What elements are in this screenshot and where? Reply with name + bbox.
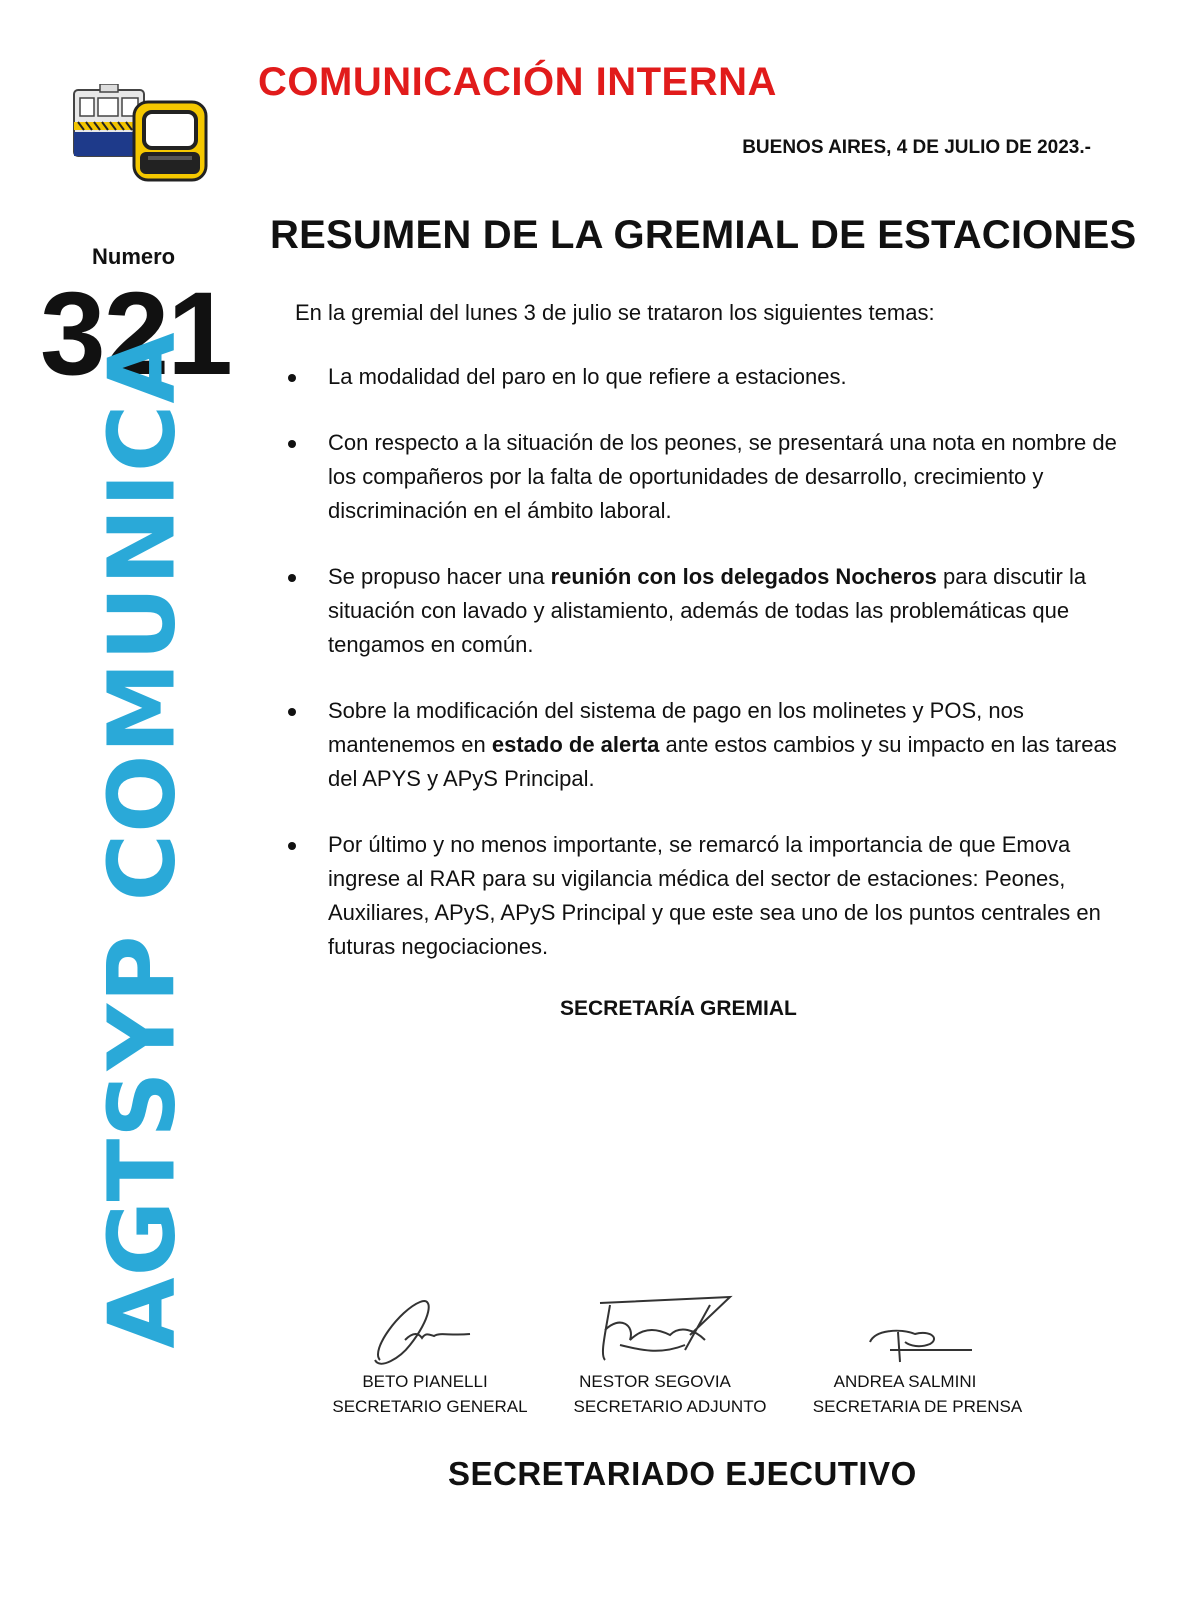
signatory-name: ANDREA SALMINI — [833, 1372, 977, 1391]
bullet-icon — [288, 440, 296, 448]
signatory-role: SECRETARIO ADJUNTO — [573, 1397, 767, 1416]
train-logo-icon — [72, 84, 212, 184]
signatory-name: BETO PIANELLI — [362, 1372, 488, 1391]
header-title: COMUNICACIÓN INTERNA — [258, 60, 777, 104]
signatory-role: SECRETARIO GENERAL — [332, 1397, 528, 1416]
main-title: RESUMEN DE LA GREMIAL DE ESTACIONES — [270, 213, 1137, 257]
signatory-name: NESTOR SEGOVIA — [579, 1372, 731, 1391]
vertical-brand-text: AGTSYP COMUNICA — [88, 331, 196, 1349]
list-item: Se propuso hacer una reunión con los delegados Nocheros para discutir la situación con lavado y alistamiento, además de todas las problemáticas que tengamos en común. — [288, 560, 1118, 662]
handwritten-signature-icon — [360, 1290, 500, 1380]
issue-number: 321 — [40, 268, 231, 400]
bullet-icon — [288, 708, 296, 716]
list-item: Sobre la modificación del sistema de pago en los molinetes y POS, nos mantenemos en estado de alerta ante estos cambios y su impacto en las tareas del APYS y APyS Principal. — [288, 694, 1118, 796]
union-logo — [72, 84, 212, 184]
bullet-icon — [288, 574, 296, 582]
footer-title: SECRETARIADO EJECUTIVO — [448, 1455, 917, 1492]
signoff: SECRETARÍA GREMIAL — [560, 997, 797, 1020]
list-item: La modalidad del paro en lo que refiere a estaciones. — [288, 360, 1118, 394]
list-item: Con respecto a la situación de los peones, se presentará una nota en nombre de los compañeros por la falta de oportunidades de desarrollo, crecimiento y discriminación en el ámbito laboral. — [288, 426, 1118, 528]
signature-pianelli — [360, 1290, 500, 1380]
topics-list — [288, 360, 1118, 996]
signature-segovia — [590, 1285, 750, 1375]
bullet-icon — [288, 842, 296, 850]
signature-salmini — [860, 1320, 980, 1370]
list-item: Por último y no menos importante, se remarcó la importancia de que Emova ingrese al RAR para su vigilancia médica del sector de estaciones: Peones, Auxiliares, APyS, APyS Principal y que este sea uno de los puntos centrales en futuras negociaciones. — [288, 828, 1118, 964]
vertical-brand-banner — [72, 331, 212, 1349]
bullet-icon — [288, 374, 296, 382]
signatory-role: SECRETARIA DE PRENSA — [812, 1397, 1023, 1416]
handwritten-signature-icon — [860, 1320, 980, 1370]
document-date: BUENOS AIRES, 4 DE JULIO DE 2023.- — [742, 137, 1091, 158]
handwritten-signature-icon — [590, 1285, 750, 1375]
issue-number-label: Numero — [92, 244, 176, 269]
intro-paragraph: En la gremial del lunes 3 de julio se trataron los siguientes temas: — [295, 300, 935, 325]
